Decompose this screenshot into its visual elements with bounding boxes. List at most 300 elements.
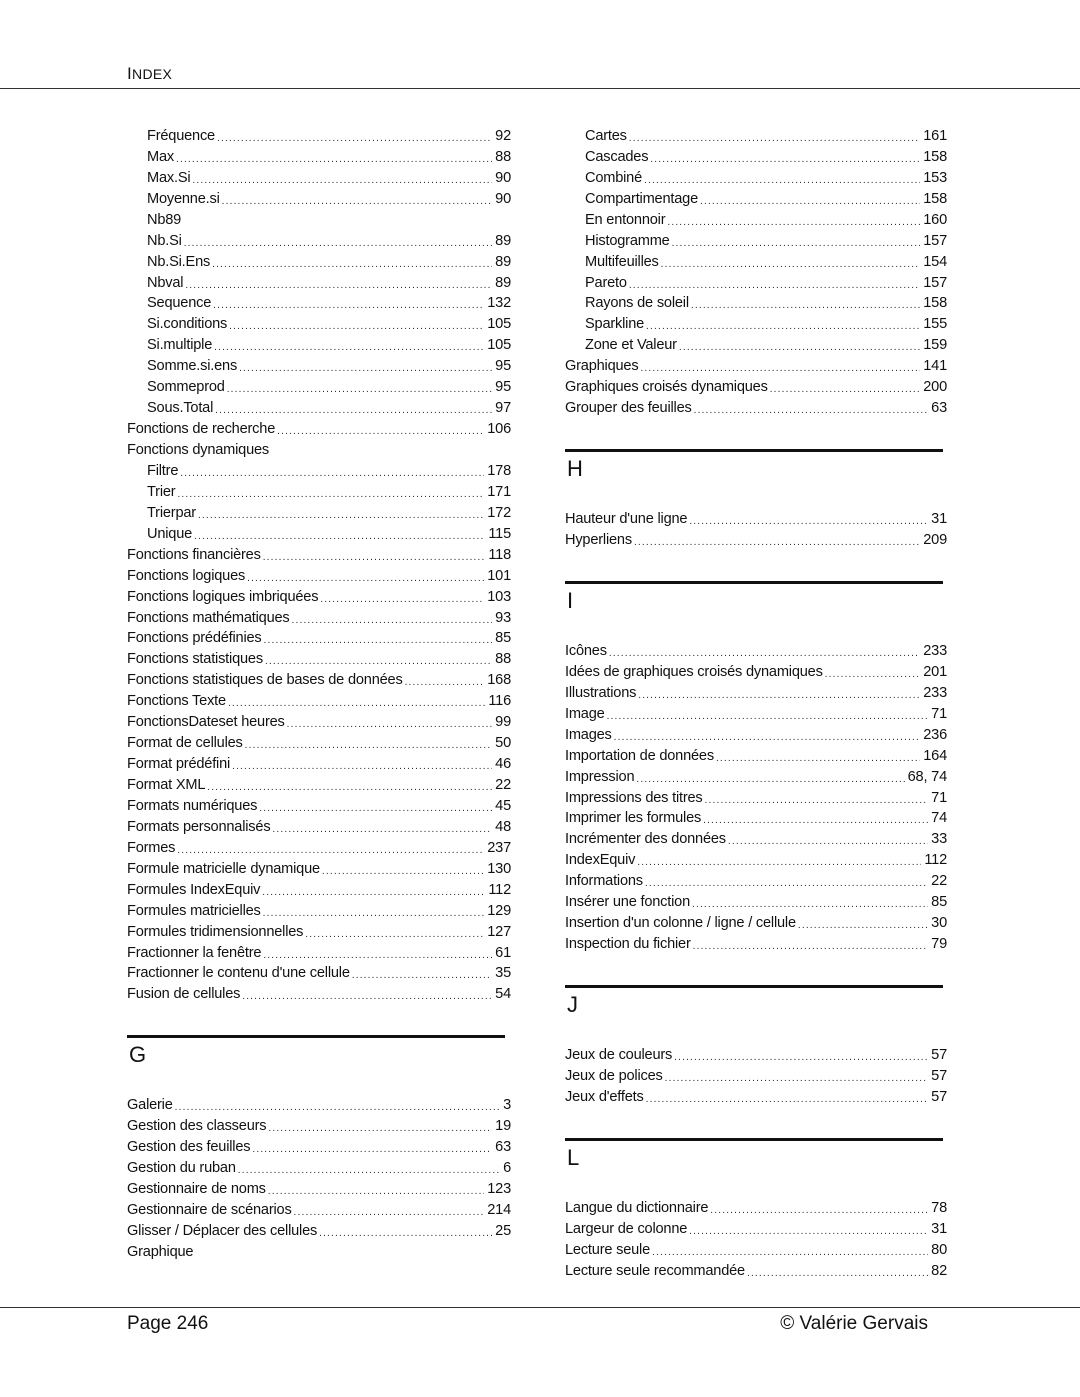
- section-rule: [565, 449, 943, 452]
- entry-label: Graphique: [127, 1243, 194, 1260]
- entry-page-number: 200: [923, 379, 947, 396]
- entry-label: Fonctions logiques: [127, 567, 246, 584]
- dot-leader: [320, 592, 484, 608]
- dot-leader: [259, 801, 492, 817]
- dot-leader: [247, 571, 484, 587]
- entry-label: Hauteur d'une ligne: [565, 511, 688, 528]
- entry-label: Multifeuilles: [585, 253, 659, 270]
- entry-page-number: 6: [503, 1160, 511, 1177]
- dot-leader: [214, 340, 484, 356]
- index-entry: [127, 629, 511, 650]
- dot-leader: [672, 236, 921, 252]
- entry-page-number: 116: [488, 693, 511, 710]
- header-title-cap: I: [127, 64, 133, 83]
- index-entry: [565, 934, 947, 955]
- dot-leader: [665, 1071, 929, 1087]
- dot-leader: [636, 772, 904, 788]
- dot-leader: [287, 717, 493, 733]
- dot-leader: [245, 738, 493, 754]
- dot-leader: [661, 257, 921, 273]
- entry-label: Max.Si: [147, 169, 191, 186]
- entry-page-number: 90: [495, 190, 511, 207]
- entry-page-number: 214: [487, 1202, 511, 1219]
- entry-label: Lecture seule: [565, 1241, 651, 1258]
- entry-page-number: 61: [495, 944, 511, 961]
- dot-leader: [177, 487, 484, 503]
- entry-page-number: 93: [495, 609, 511, 626]
- entry-label: Formats numériques: [127, 797, 258, 814]
- index-entry: [127, 670, 511, 691]
- entry-page-number: 89: [495, 274, 511, 291]
- dot-leader: [689, 1224, 928, 1240]
- entry-page-number: 22: [495, 777, 511, 794]
- entry-page-number: 178: [487, 462, 511, 479]
- entry-label: Formes: [127, 839, 176, 856]
- entry-label: Format de cellules: [127, 735, 243, 752]
- index-subentry: [127, 294, 511, 315]
- index-entry: [565, 509, 947, 530]
- index-entry: [127, 838, 511, 859]
- dot-leader: [262, 885, 485, 901]
- header-title-rest: NDEX: [132, 66, 173, 82]
- entry-label: Images: [565, 726, 612, 743]
- entry-page-number: 89: [495, 253, 511, 270]
- entry-page-number: 141: [923, 358, 947, 375]
- entry-label: Graphiques: [565, 358, 639, 375]
- running-header: [127, 64, 172, 84]
- dot-leader: [198, 508, 484, 524]
- entry-label: Sommeprod: [147, 379, 225, 396]
- dot-leader: [607, 709, 929, 725]
- index-subentry: [565, 314, 947, 335]
- index-entry: [565, 1219, 947, 1240]
- entry-page-number: 168: [487, 672, 511, 689]
- entry-page-number: 57: [931, 1047, 947, 1064]
- index-entry: [565, 641, 947, 662]
- index-column-left: [127, 126, 511, 1263]
- entry-page-number: 88: [495, 148, 511, 165]
- entry-page-number: 201: [923, 663, 947, 680]
- index-entry: [127, 419, 511, 440]
- index-subentry: [565, 273, 947, 294]
- entry-label: Formats personnalisés: [127, 818, 271, 835]
- entry-label: Largeur de colonne: [565, 1220, 688, 1237]
- index-entry: [127, 1221, 511, 1242]
- entry-page-number: 233: [923, 642, 947, 659]
- index-entry: [127, 922, 511, 943]
- dot-leader: [747, 1266, 928, 1282]
- index-subentry: [127, 168, 511, 189]
- index-subentry: [127, 356, 511, 377]
- entry-page-number: 82: [931, 1262, 947, 1279]
- entry-page-number: 164: [923, 747, 947, 764]
- entry-label: Incrémenter des données: [565, 831, 726, 848]
- dot-leader: [176, 152, 492, 168]
- entry-page-number: 97: [495, 400, 511, 417]
- index-subentry: [565, 126, 947, 147]
- index-subentry: [127, 314, 511, 335]
- entry-label: En entonnoir: [585, 211, 666, 228]
- entry-page-number: 157: [923, 232, 947, 249]
- entry-page-number: 30: [931, 915, 947, 932]
- entry-label: Pareto: [585, 274, 627, 291]
- index-subentry: [127, 231, 511, 252]
- dot-leader: [213, 298, 484, 314]
- entry-label: Jeux de polices: [565, 1067, 663, 1084]
- entry-page-number: 54: [495, 986, 511, 1003]
- dot-leader: [264, 633, 493, 649]
- entry-label: Gestion des classeurs: [127, 1118, 267, 1135]
- index-entry: [565, 1087, 947, 1108]
- entry-page-number: 33: [931, 831, 947, 848]
- index-subentry: [565, 335, 947, 356]
- dot-leader: [263, 948, 492, 964]
- dot-leader: [710, 1203, 928, 1219]
- index-entry: [565, 356, 947, 377]
- dot-leader: [638, 688, 920, 704]
- index-entry: [127, 545, 511, 566]
- section-letter: G: [129, 1042, 147, 1068]
- entry-page-number: 158: [923, 148, 947, 165]
- dot-leader: [693, 939, 929, 955]
- index-subentry: [127, 210, 511, 231]
- entry-label: Sparkline: [585, 316, 645, 333]
- entry-page-number: 3: [503, 1097, 511, 1114]
- entry-label: Nb.Si: [147, 232, 182, 249]
- dot-leader: [228, 696, 485, 712]
- letter-section: [565, 1138, 947, 1282]
- index-subentry: [565, 168, 947, 189]
- header-rule: [0, 88, 1080, 89]
- dot-leader: [268, 1184, 484, 1200]
- index-subentry: [127, 189, 511, 210]
- index-subentry: [127, 252, 511, 273]
- entry-page-number: 101: [487, 567, 511, 584]
- index-entry: [565, 913, 947, 934]
- entry-label: Unique: [147, 525, 193, 542]
- entry-label: Nb.Si.Ens: [147, 253, 211, 270]
- entry-page-number: 158: [923, 190, 947, 207]
- dot-leader: [679, 340, 920, 356]
- entry-page-number: 57: [931, 1067, 947, 1084]
- index-subentry: [565, 210, 947, 231]
- entry-label: Fonctions mathématiques: [127, 609, 290, 626]
- dot-leader: [322, 864, 484, 880]
- index-entry: [127, 943, 511, 964]
- index-subentry: [565, 294, 947, 315]
- index-entry: [565, 746, 947, 767]
- entry-label: Galerie: [127, 1097, 173, 1114]
- index-subentry: [565, 147, 947, 168]
- entry-label: Nbval: [147, 274, 184, 291]
- index-subentry: [127, 482, 511, 503]
- entry-page-number: 159: [923, 337, 947, 354]
- entry-label: Informations: [565, 873, 643, 890]
- dot-leader: [644, 173, 920, 189]
- entry-label: Fonctions de recherche: [127, 421, 276, 438]
- dot-leader: [352, 968, 492, 984]
- dot-leader: [239, 361, 492, 377]
- index-column-right: [565, 126, 947, 1282]
- entry-page-number: 209: [923, 532, 947, 549]
- index-entry: [127, 691, 511, 712]
- entry-page-number: 103: [487, 588, 511, 605]
- entry-label: Idées de graphiques croisés dynamiques: [565, 663, 823, 680]
- dot-leader: [405, 675, 485, 691]
- entry-page-number: 127: [487, 923, 511, 940]
- dot-leader: [305, 927, 484, 943]
- index-subentry: [127, 461, 511, 482]
- index-subentry: [127, 335, 511, 356]
- entry-page-number: 31: [931, 511, 947, 528]
- entry-page-number: 68, 74: [907, 768, 947, 785]
- dot-leader: [292, 613, 493, 629]
- section-letter: I: [567, 588, 574, 613]
- entry-label: Zone et Valeur: [585, 337, 677, 354]
- entry-label: Max: [147, 148, 174, 165]
- index-entry: [565, 767, 947, 788]
- dot-leader: [674, 1050, 928, 1066]
- dot-leader: [798, 918, 928, 934]
- entry-label: Langue du dictionnaire: [565, 1199, 709, 1216]
- dot-leader: [637, 855, 921, 871]
- entry-page-number: 48: [495, 818, 511, 835]
- page-number: Page 246: [127, 1313, 209, 1334]
- index-subentry: [127, 273, 511, 294]
- index-entry: [127, 775, 511, 796]
- dot-leader: [716, 751, 920, 767]
- entry-label: Compartimentage: [585, 190, 698, 207]
- entry-page-number: 95: [495, 358, 511, 375]
- entry-label: Impression: [565, 768, 635, 785]
- index-subentry: [565, 231, 947, 252]
- entry-page-number: 63: [495, 1139, 511, 1156]
- entry-label: Graphiques croisés dynamiques: [565, 379, 768, 396]
- entry-label: Fonctions Texte: [127, 693, 226, 710]
- entry-page-number: 132: [487, 295, 511, 312]
- entry-page-number: 88: [495, 651, 511, 668]
- index-entry: [565, 1198, 947, 1219]
- entry-page-number: 80: [931, 1241, 947, 1258]
- index-entry: [565, 788, 947, 809]
- dot-leader: [238, 1163, 500, 1179]
- index-subentry: [127, 377, 511, 398]
- dot-leader: [650, 152, 920, 168]
- entry-label: Formules matricielles: [127, 902, 261, 919]
- index-entry: [127, 796, 511, 817]
- entry-page-number: 105: [487, 337, 511, 354]
- index-entry: [127, 1200, 511, 1221]
- index-entry: [127, 712, 511, 733]
- entry-label: Sequence: [147, 295, 212, 312]
- entry-page-number: 129: [487, 902, 511, 919]
- dot-leader: [227, 382, 492, 398]
- index-entry: [565, 704, 947, 725]
- index-entry: [565, 530, 947, 551]
- entry-label: Format XML: [127, 777, 206, 794]
- index-entry: [565, 871, 947, 892]
- entry-label: Moyenne.si: [147, 190, 220, 207]
- entry-page-number: 31: [931, 1220, 947, 1237]
- entry-page-number: 22: [931, 873, 947, 890]
- dot-leader: [646, 319, 920, 335]
- index-entry: [127, 608, 511, 629]
- entry-page-number: 130: [487, 860, 511, 877]
- entry-page-number: 171: [487, 483, 511, 500]
- dot-leader: [691, 298, 920, 314]
- entry-page-number: 158: [923, 295, 947, 312]
- entry-page-number: 155: [923, 316, 947, 333]
- index-subentry: [565, 252, 947, 273]
- entry-label: Cascades: [585, 148, 649, 165]
- entry-page-number: 161: [923, 127, 947, 144]
- letter-section: [127, 1035, 511, 1263]
- dot-leader: [629, 131, 920, 147]
- dot-leader: [242, 989, 492, 1005]
- entry-page-number: 172: [487, 504, 511, 521]
- entry-label: Icônes: [565, 642, 607, 659]
- entry-page-number: 157: [923, 274, 947, 291]
- entry-label: Gestion du ruban: [127, 1160, 236, 1177]
- entry-label: Somme.si.ens: [147, 358, 238, 375]
- section-rule: [565, 1138, 943, 1141]
- entry-page-number: 106: [487, 421, 511, 438]
- dot-leader: [652, 1245, 928, 1261]
- dot-leader: [825, 667, 921, 683]
- entry-page-number: 95: [495, 379, 511, 396]
- section-rule: [565, 581, 943, 584]
- entry-label: Insérer une fonction: [565, 894, 690, 911]
- entry-page-number: 79: [931, 936, 947, 953]
- entry-label: Sous.Total: [147, 400, 214, 417]
- entry-label: Filtre: [147, 462, 179, 479]
- letter-section: [565, 449, 947, 551]
- entry-page-number: 118: [488, 546, 511, 563]
- entry-page-number: 236: [923, 726, 947, 743]
- dot-leader: [229, 319, 484, 335]
- entry-label: Cartes: [585, 127, 627, 144]
- dot-leader: [634, 535, 920, 551]
- index-entry: [565, 1261, 947, 1282]
- entry-label: Fonctions financières: [127, 546, 261, 563]
- index-entry: [565, 725, 947, 746]
- dot-leader: [646, 1092, 929, 1108]
- entry-label: Formule matricielle dynamique: [127, 860, 320, 877]
- index-entry: [127, 1095, 511, 1116]
- index-entry: [127, 880, 511, 901]
- index-entry: [565, 892, 947, 913]
- entry-label: Jeux d'effets: [565, 1088, 644, 1105]
- entry-page-number: 71: [931, 705, 947, 722]
- entry-page-number: 105: [487, 316, 511, 333]
- entry-page-number: 78: [931, 1199, 947, 1216]
- section-rule: [127, 1035, 505, 1038]
- copyright-author: © Valérie Gervais: [780, 1313, 928, 1334]
- index-entry: [565, 377, 947, 398]
- entry-label: Fonctions statistiques: [127, 651, 263, 668]
- dot-leader: [185, 278, 492, 294]
- index-entry: [127, 1158, 511, 1179]
- dot-leader: [703, 813, 928, 829]
- dot-leader: [252, 1142, 492, 1158]
- dot-leader: [215, 403, 492, 419]
- entry-page-number: 160: [923, 211, 947, 228]
- footer-rule: [0, 1307, 1080, 1308]
- dot-leader: [614, 730, 921, 746]
- entry-label: Glisser / Déplacer des cellules: [127, 1222, 318, 1239]
- entry-label: Si.conditions: [147, 316, 228, 333]
- dot-leader: [272, 822, 492, 838]
- entry-page-number: 233: [923, 684, 947, 701]
- index-entry: [565, 1066, 947, 1087]
- index-entry: [127, 1137, 511, 1158]
- dot-leader: [705, 793, 929, 809]
- index-entry: [565, 1240, 947, 1261]
- index-entry: [127, 566, 511, 587]
- entry-label: Fractionner la fenêtre: [127, 944, 262, 961]
- index-entry: [127, 733, 511, 754]
- entry-page-number: 74: [931, 810, 947, 827]
- dot-leader: [645, 876, 928, 892]
- index-entry: [127, 754, 511, 775]
- index-subentry: [127, 126, 511, 147]
- entry-label: Fonctions dynamiques: [127, 442, 270, 459]
- entry-page-number: 112: [924, 852, 947, 869]
- entry-label: Trier: [147, 483, 176, 500]
- index-entry: [565, 809, 947, 830]
- entry-label: Gestionnaire de scénarios: [127, 1202, 292, 1219]
- index-entry: [565, 829, 947, 850]
- index-entry: [127, 901, 511, 922]
- entry-label: Insertion d'un colonne / ligne / cellule: [565, 915, 796, 932]
- dot-leader: [728, 834, 928, 850]
- dot-leader: [263, 550, 486, 566]
- entry-label: Format prédéfini: [127, 756, 231, 773]
- entry-label: Si.multiple: [147, 337, 213, 354]
- dot-leader: [770, 382, 921, 398]
- dot-leader: [177, 843, 484, 859]
- entry-label: Hyperliens: [565, 532, 632, 549]
- entry-page-number: 115: [488, 525, 511, 542]
- entry-label: Fonctions statistiques de bases de données: [127, 672, 403, 689]
- section-rule: [565, 985, 943, 988]
- index-subentry: [127, 524, 511, 545]
- entry-page-number: 19: [495, 1118, 511, 1135]
- dot-leader: [629, 278, 920, 294]
- entry-page-number: 99: [495, 714, 511, 731]
- section-letter: J: [567, 992, 578, 1018]
- entry-label: Formules IndexEquiv: [127, 881, 261, 898]
- entry-page-number: 237: [487, 839, 511, 856]
- index-entry: [127, 1242, 511, 1263]
- entry-page-number: 50: [495, 735, 511, 752]
- dot-leader: [640, 361, 920, 377]
- index-entry: [565, 662, 947, 683]
- index-entry: [127, 587, 511, 608]
- entry-page-number: 92: [495, 127, 511, 144]
- section-letter: L: [567, 1144, 580, 1170]
- index-entry: [127, 440, 511, 461]
- dot-leader: [667, 215, 920, 231]
- dot-leader: [192, 173, 492, 189]
- dot-leader: [207, 780, 492, 796]
- dot-leader: [180, 466, 484, 482]
- dot-leader: [212, 257, 492, 273]
- entry-label: Lecture seule recommandée: [565, 1262, 745, 1279]
- entry-label: Inspection du fichier: [565, 936, 691, 953]
- entry-page-number: 57: [931, 1088, 947, 1105]
- entry-label: Rayons de soleil: [585, 295, 689, 312]
